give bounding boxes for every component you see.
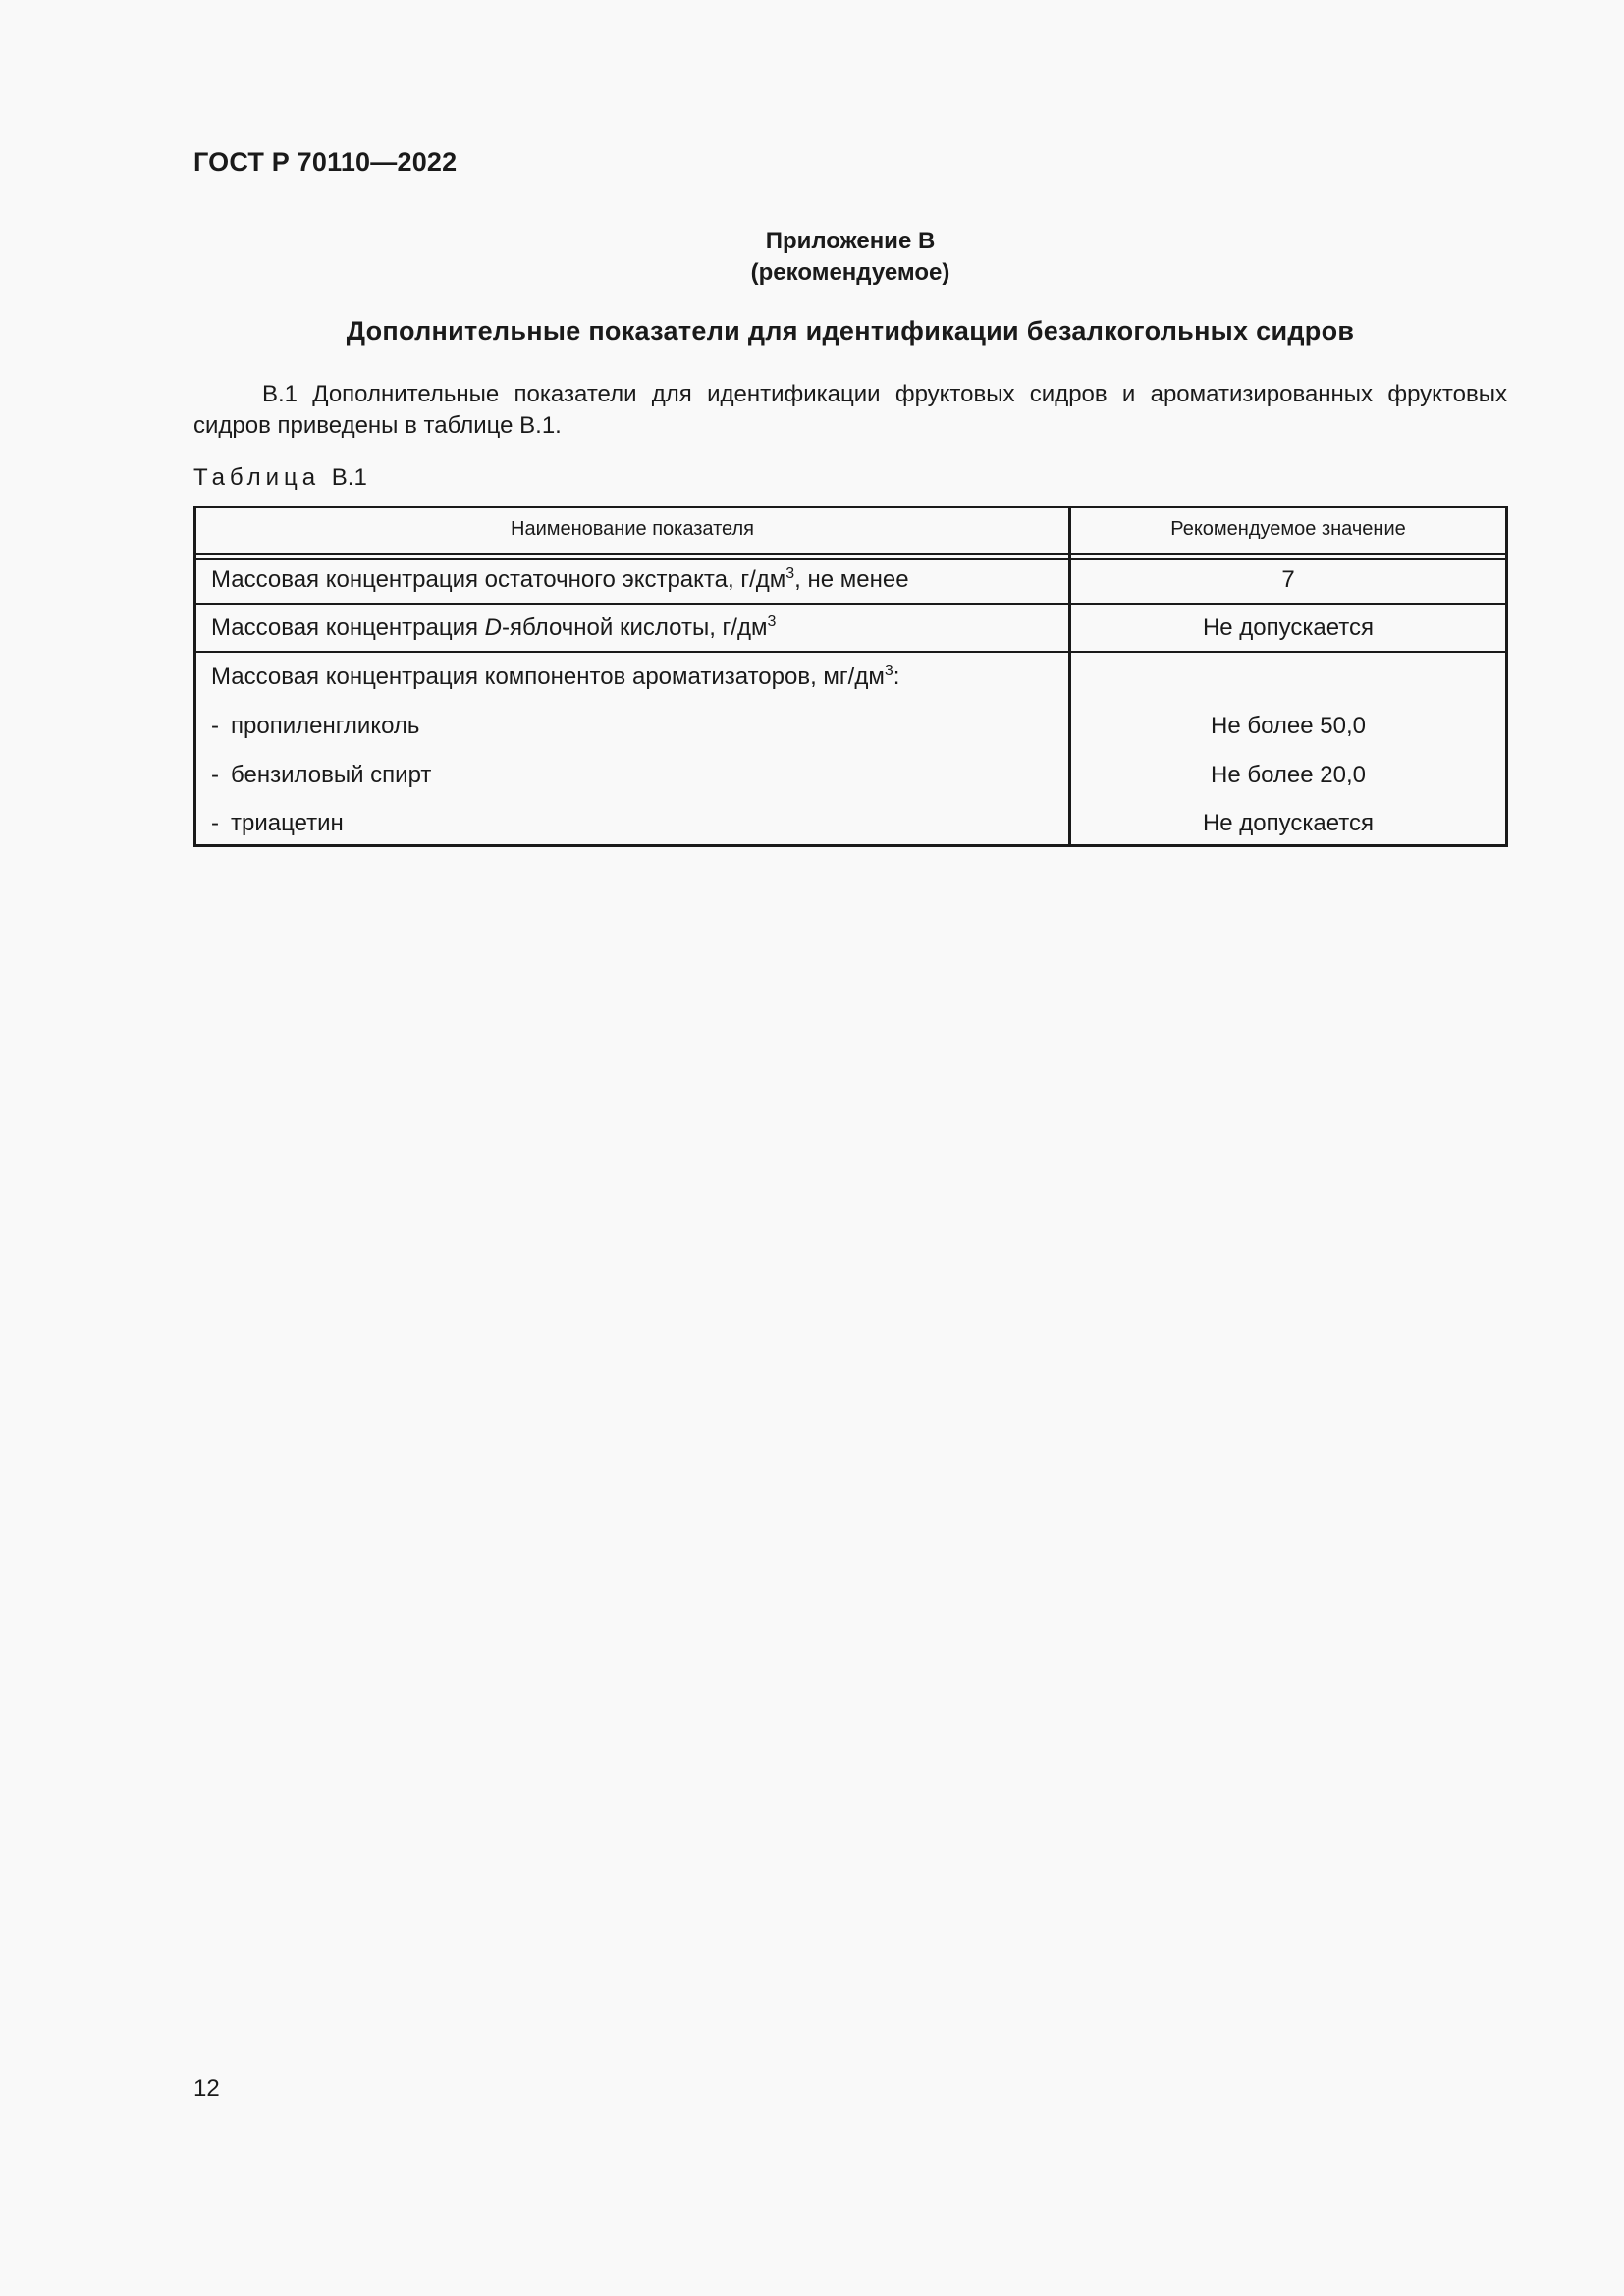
table-row-value: Не допускается xyxy=(1202,614,1375,641)
annex-heading xyxy=(193,226,1507,289)
annex-title: Приложение В xyxy=(765,228,936,254)
table-row-name: Массовая концентрация компонентов ароматизаторов, $мг/дм^3$: xyxy=(211,663,900,690)
document-header: ГОСТ Р 70110—2022 xyxy=(193,147,458,177)
indicators-table xyxy=(193,506,1508,847)
row-divider xyxy=(196,603,1505,605)
table-caption-word: Таблица xyxy=(193,464,321,491)
table-subrow-name: - триацетин xyxy=(211,810,344,836)
table-caption xyxy=(193,464,367,492)
paragraph-b1: В.1 Дополнительные показатели для идентификации фруктовых сидров и ароматизированных фруктовых сидров приведены в таблице В.1. xyxy=(193,381,1507,439)
column-header-value: Рекомендуемое значение xyxy=(1170,518,1406,540)
row-divider xyxy=(196,651,1505,653)
header-divider-top xyxy=(196,553,1505,555)
table-subrow-value: Не более 20,0 xyxy=(1211,762,1366,788)
page-number: 12 xyxy=(193,2075,220,2102)
column-header-name: Наименование показателя xyxy=(511,518,754,540)
table-row-name: Массовая концентрация остаточного экстракта, $г/дм^3$, не менее xyxy=(211,565,909,593)
table-subrow-value: Не допускается xyxy=(1202,810,1375,836)
table-caption-number: В.1 xyxy=(331,464,367,491)
table-row-name: Массовая концентрация D-яблочной кислоты, $г/дм^3$ xyxy=(211,614,777,641)
header-divider-bottom xyxy=(196,558,1505,560)
table-subrow-name: - пропиленгликоль xyxy=(211,713,420,739)
table-subrow-name: - бензиловый спирт xyxy=(211,762,432,788)
annex-status: (рекомендуемое) xyxy=(750,259,950,286)
section-title: Дополнительные показатели для идентификации безалкогольных сидров xyxy=(346,316,1355,346)
table-subrow-value: Не более 50,0 xyxy=(1211,713,1366,739)
table-row-value: 7 xyxy=(1281,566,1295,593)
